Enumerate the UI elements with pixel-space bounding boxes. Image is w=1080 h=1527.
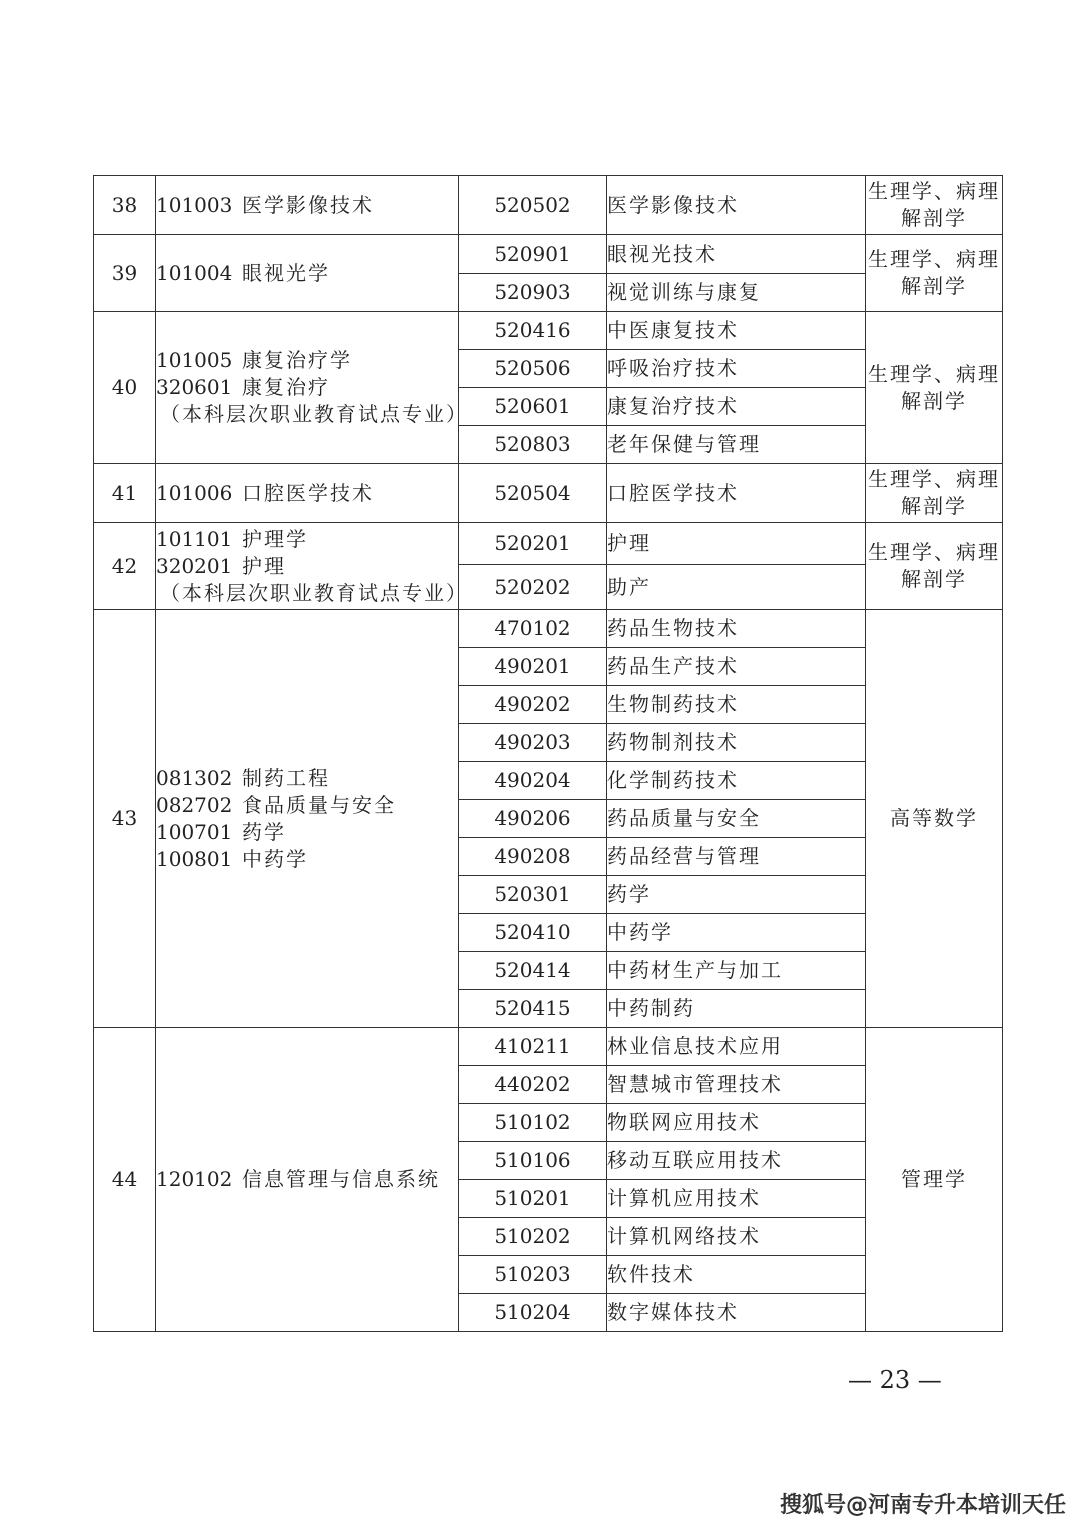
exam-subject: 生理学、病理 — [868, 179, 1000, 203]
undergrad-major-code: 081302 — [156, 765, 233, 790]
vocational-major-name: 中药材生产与加工 — [607, 952, 866, 990]
vocational-major-name: 中医康复技术 — [607, 312, 866, 350]
undergrad-major-name: 眼视光学 — [242, 260, 330, 285]
undergrad-major — [156, 792, 458, 819]
vocational-major-name: 眼视光技术 — [607, 235, 866, 274]
exam-subject: 解剖学 — [901, 567, 967, 591]
vocational-major-code: 410211 — [459, 1028, 607, 1066]
undergrad-major-name: 信息管理与信息系统 — [242, 1167, 440, 1191]
vocational-major-code: 510102 — [459, 1104, 607, 1142]
exam-subject: 解剖学 — [901, 274, 967, 298]
undergrad-major-code: 101003 — [156, 192, 233, 217]
table-row — [94, 523, 1003, 565]
undergrad-major-name: 医学影像技术 — [242, 192, 374, 217]
undergrad-majors-cell — [156, 176, 459, 235]
table-body — [94, 176, 1003, 1332]
table-row — [94, 464, 1003, 523]
vocational-major-name: 药学 — [607, 876, 866, 914]
vocational-major-code: 520415 — [459, 990, 607, 1028]
table-row — [94, 610, 1003, 648]
undergrad-major-code: 101005 — [156, 348, 233, 372]
vocational-major-name: 生物制药技术 — [607, 686, 866, 724]
row-number: 38 — [94, 176, 156, 235]
vocational-major-name: 计算机网络技术 — [607, 1218, 866, 1256]
vocational-major-name: 药物制剂技术 — [607, 724, 866, 762]
table-row — [94, 176, 1003, 235]
pilot-program-note: （本科层次职业教育试点专业） — [160, 580, 468, 605]
exam-subject-cell — [866, 312, 1003, 464]
vocational-major-code: 490202 — [459, 686, 607, 724]
exam-subject-cell — [866, 464, 1003, 523]
vocational-major-code: 510201 — [459, 1180, 607, 1218]
exam-subject-cell — [866, 523, 1003, 610]
undergrad-majors-cell — [156, 610, 459, 1028]
pilot-program-note: （本科层次职业教育试点专业） — [160, 402, 468, 426]
vocational-major-code: 470102 — [459, 610, 607, 648]
undergrad-major-name: 口腔医学技术 — [242, 480, 374, 505]
exam-subject-cell — [866, 176, 1003, 235]
vocational-major-name: 助产 — [607, 565, 866, 610]
exam-subject-cell — [866, 1028, 1003, 1332]
undergrad-major-code: 320201 — [156, 553, 233, 578]
undergrad-major — [156, 765, 458, 792]
undergrad-major-code: 101004 — [156, 260, 233, 285]
exam-subject: 解剖学 — [901, 388, 967, 413]
watermark: 搜狐号@河南专升本培训天任 — [780, 1493, 1067, 1518]
vocational-major-code: 510202 — [459, 1218, 607, 1256]
vocational-major-code: 520414 — [459, 952, 607, 990]
vocational-major-code: 510203 — [459, 1256, 607, 1294]
vocational-major-name: 呼吸治疗技术 — [607, 350, 866, 388]
undergrad-major-name: 护理 — [242, 553, 286, 578]
row-number: 39 — [94, 235, 156, 312]
undergrad-major-code: 320601 — [156, 375, 233, 399]
exam-subject: 高等数学 — [890, 806, 978, 830]
undergrad-major-code: 100801 — [156, 846, 233, 871]
row-number: 41 — [94, 464, 156, 523]
vocational-major-name: 中药学 — [607, 914, 866, 952]
vocational-major-code: 520301 — [459, 876, 607, 914]
vocational-major-code: 520601 — [459, 388, 607, 426]
undergrad-major — [156, 374, 458, 401]
vocational-major-name: 化学制药技术 — [607, 762, 866, 800]
undergrad-major — [156, 347, 458, 374]
undergrad-major-code: 101006 — [156, 480, 233, 505]
exam-subject-cell — [866, 235, 1003, 312]
undergrad-majors-cell — [156, 235, 459, 312]
vocational-major-name: 老年保健与管理 — [607, 426, 866, 464]
vocational-major-name: 视觉训练与康复 — [607, 274, 866, 312]
table-row — [94, 312, 1003, 350]
page-number: — 23 — — [848, 1366, 942, 1394]
vocational-major-code: 520903 — [459, 274, 607, 312]
undergrad-major-name: 药学 — [242, 819, 286, 844]
vocational-major-name: 智慧城市管理技术 — [607, 1066, 866, 1104]
exam-subject: 生理学、病理 — [868, 540, 1000, 564]
vocational-major-code: 520803 — [459, 426, 607, 464]
vocational-major-code: 490208 — [459, 838, 607, 876]
vocational-major-name: 物联网应用技术 — [607, 1104, 866, 1142]
vocational-major-code: 520901 — [459, 235, 607, 274]
vocational-major-code: 490203 — [459, 724, 607, 762]
exam-subject: 解剖学 — [901, 494, 967, 518]
undergrad-majors-cell — [156, 1028, 459, 1332]
undergrad-major — [156, 553, 458, 580]
vocational-major-name: 口腔医学技术 — [607, 464, 866, 523]
row-number: 40 — [94, 312, 156, 464]
vocational-major-code: 520506 — [459, 350, 607, 388]
major-mapping-table — [93, 175, 1003, 1332]
vocational-major-name: 护理 — [607, 523, 866, 565]
vocational-major-code: 490206 — [459, 800, 607, 838]
vocational-major-code: 520202 — [459, 565, 607, 610]
vocational-major-name: 移动互联应用技术 — [607, 1142, 866, 1180]
vocational-major-name: 药品生产技术 — [607, 648, 866, 686]
undergrad-major-name: 食品质量与安全 — [242, 792, 396, 817]
exam-subject: 生理学、病理 — [868, 361, 1000, 386]
undergrad-major-code: 100701 — [156, 819, 233, 844]
undergrad-major-code: 082702 — [156, 792, 233, 817]
vocational-major-name: 药品生物技术 — [607, 610, 866, 648]
table-row — [94, 235, 1003, 274]
undergrad-majors-cell — [156, 312, 468, 464]
exam-subject: 管理学 — [901, 1167, 967, 1191]
exam-subject: 生理学、病理 — [868, 247, 1000, 271]
undergrad-major-name: 康复治疗学 — [242, 348, 352, 372]
row-number: 42 — [94, 523, 156, 610]
vocational-major-name: 林业信息技术应用 — [607, 1028, 866, 1066]
exam-subject: 解剖学 — [901, 206, 967, 230]
undergrad-major — [156, 819, 458, 846]
undergrad-major — [156, 1166, 458, 1193]
undergrad-major — [156, 526, 458, 553]
exam-subject: 生理学、病理 — [868, 467, 1000, 491]
vocational-major-name: 康复治疗技术 — [607, 388, 866, 426]
vocational-major-code: 510106 — [459, 1142, 607, 1180]
undergrad-major-name: 制药工程 — [242, 765, 330, 790]
row-number: 43 — [94, 610, 156, 1028]
undergrad-major — [156, 260, 458, 287]
vocational-major-code: 520504 — [459, 464, 607, 523]
undergrad-major — [156, 846, 458, 873]
vocational-major-name: 药品经营与管理 — [607, 838, 866, 876]
undergrad-major — [156, 192, 458, 219]
vocational-major-name: 软件技术 — [607, 1256, 866, 1294]
vocational-major-code: 440202 — [459, 1066, 607, 1104]
vocational-major-name: 医学影像技术 — [607, 176, 866, 235]
undergrad-major-name: 护理学 — [242, 526, 308, 551]
row-number: 44 — [94, 1028, 156, 1332]
table-row — [94, 1028, 1003, 1066]
exam-subject-cell — [866, 610, 1003, 1028]
undergrad-major-code: 120102 — [156, 1167, 233, 1191]
vocational-major-code: 520502 — [459, 176, 607, 235]
undergrad-major-name: 康复治疗 — [242, 375, 330, 399]
vocational-major-code: 520410 — [459, 914, 607, 952]
vocational-major-name: 数字媒体技术 — [607, 1294, 866, 1332]
vocational-major-code: 490201 — [459, 648, 607, 686]
undergrad-major-name: 中药学 — [242, 846, 308, 871]
undergrad-majors-cell — [156, 523, 468, 610]
undergrad-major — [156, 480, 458, 507]
vocational-major-code: 520201 — [459, 523, 607, 565]
vocational-major-code: 490204 — [459, 762, 607, 800]
vocational-major-name: 计算机应用技术 — [607, 1180, 866, 1218]
undergrad-majors-cell — [156, 464, 459, 523]
vocational-major-code: 510204 — [459, 1294, 607, 1332]
vocational-major-name: 药品质量与安全 — [607, 800, 866, 838]
undergrad-major-code: 101101 — [156, 526, 233, 551]
vocational-major-name: 中药制药 — [607, 990, 866, 1028]
vocational-major-code: 520416 — [459, 312, 607, 350]
